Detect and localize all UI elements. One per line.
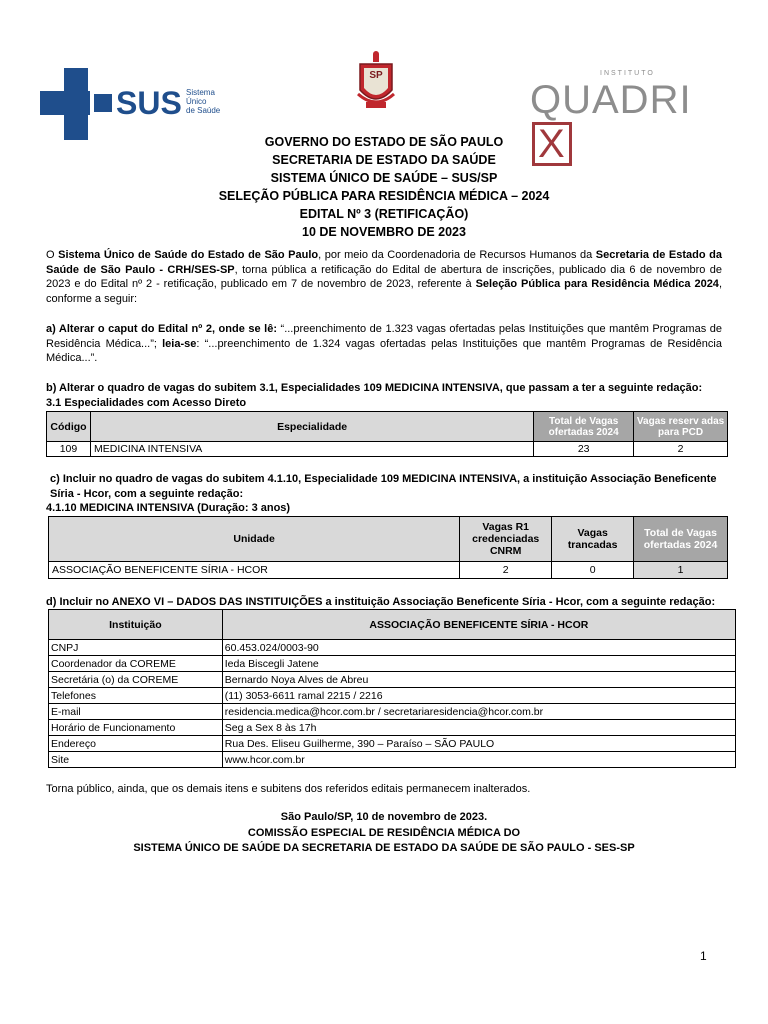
row-value: Ieda Biscegli Jatene bbox=[222, 656, 735, 672]
footer-line-3: SISTEMA ÚNICO DE SAÚDE DA SECRETARIA DE ESTADO DA SAÚDE DE SÃO PAULO - SES-SP bbox=[133, 842, 635, 854]
dados-instituicao-table bbox=[48, 609, 736, 768]
quadrix-main: QUADRI bbox=[530, 78, 692, 122]
table-header-row bbox=[47, 412, 728, 442]
row-label: E-mail bbox=[49, 704, 223, 720]
item-a-bold-2: leia-se bbox=[162, 337, 197, 350]
col-vagas-trancadas: Vagas trancadas bbox=[552, 517, 634, 562]
item-a-bold-1: a) Alterar o caput do Edital nº 2, onde se lê: bbox=[46, 323, 277, 335]
sus-subtitle bbox=[186, 88, 220, 115]
table-row bbox=[47, 442, 728, 457]
vagas-instituicao-table bbox=[48, 516, 728, 579]
col-instituicao: Instituição bbox=[49, 610, 223, 640]
footer-line-2: COMISSÃO ESPECIAL DE RESIDÊNCIA MÉDICA DO bbox=[247, 826, 521, 839]
row-label: Telefones bbox=[49, 688, 223, 704]
sao-paulo-seal bbox=[352, 50, 400, 114]
sp-coat-of-arms-icon bbox=[352, 50, 400, 114]
cell-codigo: 109 bbox=[47, 442, 91, 457]
intro-text-2: , por meio da Coordenadoria de Recursos Humanos da bbox=[318, 249, 596, 261]
row-value: Bernardo Noya Alves de Abreu bbox=[222, 672, 735, 688]
intro-bold-2: Secretaria de Estado da Saúde de São Paulo - CRH/SES-SP bbox=[46, 249, 722, 276]
sus-line-2: Único bbox=[186, 97, 207, 106]
cell-vagas-r1: 2 bbox=[460, 562, 552, 579]
col-codigo: Código bbox=[47, 412, 91, 442]
signature-block bbox=[0, 810, 768, 857]
sus-line-3: de Saúde bbox=[186, 106, 221, 115]
sus-logo bbox=[40, 68, 230, 140]
intro-text-4: , conforme a seguir: bbox=[46, 278, 722, 305]
sus-line-1: Sistema bbox=[186, 88, 215, 97]
header-line-4: SELEÇÃO PÚBLICA PARA RESIDÊNCIA MÉDICA – 2024 bbox=[218, 189, 550, 203]
header-line-2: SECRETARIA DE ESTADO DA SAÚDE bbox=[272, 153, 496, 167]
item-b-title: b) Alterar o quadro de vagas do subitem 3.1, Especialidades 109 MEDICINA INTENSIVA, que passam a ter a seguinte redação: bbox=[46, 382, 703, 394]
header-line-1: GOVERNO DO ESTADO DE SÃO PAULO bbox=[264, 135, 504, 149]
sus-wordmark: SUS bbox=[116, 85, 182, 121]
row-value: Rua Des. Eliseu Guilherme, 390 – Paraíso – SÃO PAULO bbox=[222, 736, 735, 752]
item-a-paragraph bbox=[46, 322, 722, 366]
page-number: 1 bbox=[700, 949, 707, 963]
header-line-5: EDITAL Nº 3 (RETIFICAÇÃO) bbox=[299, 207, 469, 221]
cell-unidade: ASSOCIAÇÃO BENEFICENTE SÍRIA - HCOR bbox=[49, 562, 460, 579]
intro-bold-1: Sistema Único de Saúde do Estado de São Paulo bbox=[58, 249, 319, 261]
closing-paragraph: Torna público, ainda, que os demais itens e subitens dos referidos editais permanecem inalterados. bbox=[46, 783, 531, 795]
item-c-subtitle: 4.1.10 MEDICINA INTENSIVA (Duração: 3 anos) bbox=[46, 502, 291, 514]
table-row bbox=[49, 704, 736, 720]
header-line-3: SISTEMA ÚNICO DE SAÚDE – SUS/SP bbox=[270, 171, 498, 185]
table-header-row bbox=[49, 517, 728, 562]
row-label: Secretária (o) da COREME bbox=[49, 672, 223, 688]
row-value: (11) 3053-6611 ramal 2215 / 2216 bbox=[222, 688, 735, 704]
item-a-text-2: : “...preenchimento de 1.324 vagas ofertadas pelas Instituições que mantêm Programas de Residência Médica...”. bbox=[46, 337, 722, 364]
intro-text-1: O bbox=[46, 249, 59, 261]
table-row bbox=[49, 688, 736, 704]
item-a-text-1: “...preenchimento de 1.323 vagas ofertadas pelas Instituições que mantêm Programas de Residência Médica...”; bbox=[46, 323, 722, 350]
row-value: Seg a Sex 8 às 17h bbox=[222, 720, 735, 736]
intro-bold-3: Seleção Pública para Residência Médica 2024 bbox=[475, 278, 719, 290]
cell-vagas-pcd: 2 bbox=[634, 442, 728, 457]
item-c-title: c) Incluir no quadro de vagas do subitem 4.1.10, Especialidade 109 MEDICINA INTENSIVA, a instituição Associação Beneficente Síria - Hcor, com a seguinte redação: bbox=[50, 473, 717, 500]
intro-paragraph bbox=[46, 248, 722, 306]
quadrix-logo bbox=[528, 70, 730, 166]
cell-especialidade: MEDICINA INTENSIVA bbox=[90, 442, 533, 457]
row-label: Coordenador da COREME bbox=[49, 656, 223, 672]
row-value: www.hcor.com.br bbox=[222, 752, 735, 768]
quadrix-x: X bbox=[532, 122, 572, 166]
row-label: CNPJ bbox=[49, 640, 223, 656]
table-row bbox=[49, 720, 736, 736]
table-row bbox=[49, 640, 736, 656]
table-row bbox=[49, 736, 736, 752]
row-value: 60.453.024/0003-90 bbox=[222, 640, 735, 656]
cell-vagas-trancadas: 0 bbox=[552, 562, 634, 579]
document-header bbox=[0, 133, 768, 241]
col-unidade: Unidade bbox=[49, 517, 460, 562]
header-line-6: 10 DE NOVEMBRO DE 2023 bbox=[302, 225, 466, 239]
table-row bbox=[49, 752, 736, 768]
quadrix-instituto: INSTITUTO bbox=[600, 70, 655, 77]
table-header-row bbox=[49, 610, 736, 640]
cell-total-vagas: 1 bbox=[634, 562, 728, 579]
sp-seal-text: SP bbox=[369, 70, 383, 81]
table-row bbox=[49, 672, 736, 688]
cell-total-vagas: 23 bbox=[534, 442, 634, 457]
row-label: Endereço bbox=[49, 736, 223, 752]
col-especialidade: Especialidade bbox=[90, 412, 533, 442]
table-row bbox=[49, 562, 728, 579]
intro-text-3: , torna pública a retificação do Edital de abertura de inscrições, publicado dia 6 de novembro de 2023 e do Edital nº 2 - retificação, publicado em 7 de novembro de 2023, referente à bbox=[46, 263, 722, 290]
row-label: Horário de Funcionamento bbox=[49, 720, 223, 736]
col-vagas-r1: Vagas R1 credenciadas CNRM bbox=[460, 517, 552, 562]
col-vagas-pcd: Vagas reserv adas para PCD bbox=[634, 412, 728, 442]
col-instituicao-nome: ASSOCIAÇÃO BENEFICENTE SÍRIA - HCOR bbox=[222, 610, 735, 640]
row-label: Site bbox=[49, 752, 223, 768]
item-d-title: d) Incluir no ANEXO VI – DADOS DAS INSTITUIÇÕES a instituição Associação Beneficente Síria - Hcor, com a seguinte redação: bbox=[46, 596, 716, 608]
especialidades-table bbox=[46, 411, 728, 457]
col-total-vagas: Total de Vagas ofertadas 2024 bbox=[634, 517, 728, 562]
row-value: residencia.medica@hcor.com.br / secretariaresidencia@hcor.com.br bbox=[222, 704, 735, 720]
footer-date: São Paulo/SP, 10 de novembro de 2023. bbox=[280, 811, 488, 823]
item-b-subtitle: 3.1 Especialidades com Acesso Direto bbox=[46, 397, 247, 409]
table-row bbox=[49, 656, 736, 672]
col-total-vagas: Total de Vagas ofertadas 2024 bbox=[534, 412, 634, 442]
